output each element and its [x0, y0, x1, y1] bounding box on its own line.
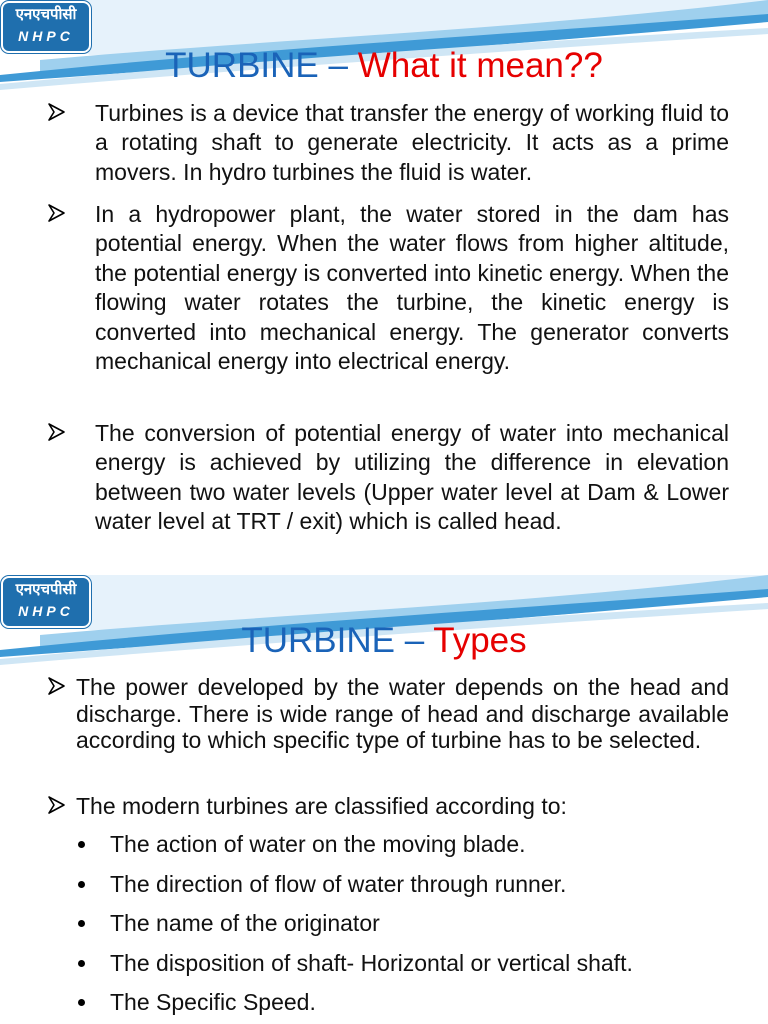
slide-title [0, 621, 768, 661]
sub-bullet-item: The Specific Speed. [110, 989, 316, 1015]
sub-bullet-dot [78, 960, 85, 967]
title-prefix: TURBINE – [241, 621, 434, 660]
title-prefix: TURBINE – [165, 46, 358, 85]
bullet-paragraph-1: Turbines is a device that transfer the energy of working fluid to a rotating shaft to generate electricity. It acts as a prime movers. In hydro turbines the fluid is water. [95, 100, 729, 185]
sub-bullet-dot [78, 881, 85, 888]
slide-2 [0, 575, 768, 1024]
title-highlight: What it mean?? [357, 46, 603, 85]
sub-bullet-item: The disposition of shaft- Horizontal or vertical shaft. [110, 950, 633, 976]
bullet-paragraph-3: The conversion of potential energy of water into mechanical energy is achieved by utilizing the difference in elevation between two water levels (Upper water level at Dam & Lower water level at TRT / exit) which is called head. [95, 420, 729, 535]
title-highlight: Types [433, 621, 527, 660]
sub-bullet-item: The name of the originator [110, 910, 380, 936]
bullet-paragraph-1: The power developed by the water depends on the head and discharge. There is wide range of head and discharge available according to which specific type of turbine has to be selected. [76, 674, 729, 753]
logo-english-text: NHPC [18, 603, 74, 619]
logo-english-text: NHPC [18, 28, 74, 44]
arrow-bullet-icon [47, 676, 67, 696]
sub-bullet-dot [78, 999, 85, 1006]
bullet-paragraph-2: In a hydropower plant, the water stored in the dam has potential energy. When the water flows from higher altitude, the potential energy is converted into kinetic energy. When the flowing water rotates the turbine, the kinetic energy is converted into mechanical energy. The generator converts mechanical energy into electrical energy. [95, 201, 729, 375]
arrow-bullet-icon [47, 422, 67, 442]
slide-title [0, 46, 768, 86]
sub-bullet-dot [78, 920, 85, 927]
arrow-bullet-icon [47, 795, 67, 815]
arrow-bullet-icon [47, 203, 67, 223]
sub-bullet-item: The direction of flow of water through runner. [110, 871, 567, 897]
bullet-paragraph-2: The modern turbines are classified according to: [76, 793, 567, 819]
sub-bullet-dot [78, 841, 85, 848]
logo-hindi-text: एनएचपीसी [15, 580, 77, 598]
logo-hindi-text: एनएचपीसी [15, 5, 77, 23]
sub-bullet-item: The action of water on the moving blade. [110, 831, 526, 857]
arrow-bullet-icon [47, 102, 67, 122]
